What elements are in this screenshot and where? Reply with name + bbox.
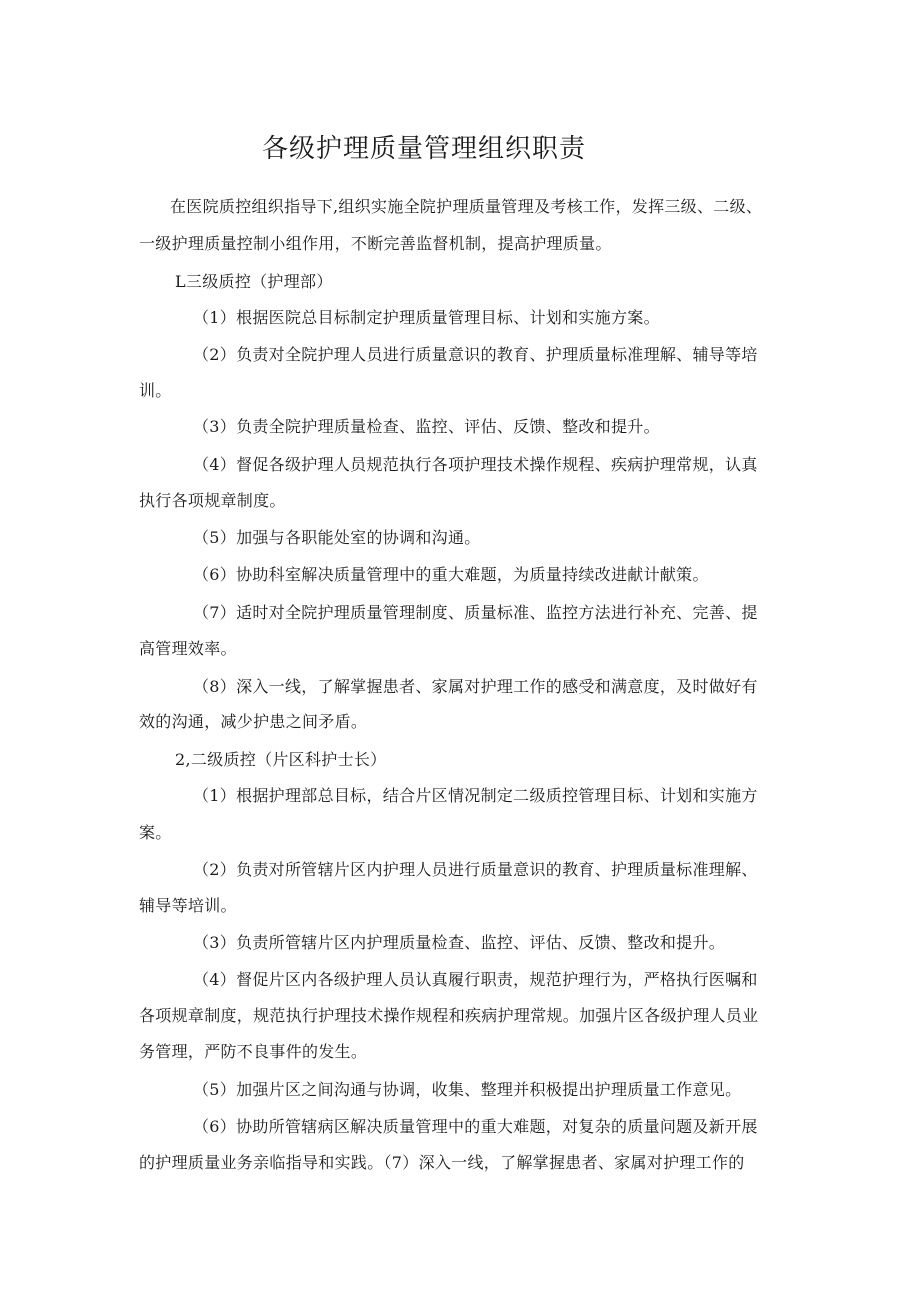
section-1-item-5: （5）加强与各职能处室的协调和沟通。 bbox=[193, 528, 481, 547]
section-1-item-4-line-1: （4）督促各级护理人员规范执行各项护理技术操作规程、疾病护理常规，认真 bbox=[193, 455, 758, 474]
section-1-item-3: （3）负责全院护理质量检查、监控、评估、反馈、整改和提升。 bbox=[193, 417, 660, 436]
section-1-item-6: （6）协助科室解决质量管理中的重大难题，为质量持续改进献计献策。 bbox=[193, 565, 709, 584]
section-2-item-4-line-3: 务管理，严防不良事件的发生。 bbox=[139, 1042, 368, 1061]
section-2-item-3: （3）负责所管辖片区内护理质量检查、监控、评估、反馈、整改和提升。 bbox=[193, 933, 726, 952]
section-1-item-1: （1）根据医院总目标制定护理质量管理目标、计划和实施方案。 bbox=[193, 308, 660, 327]
section-1-item-7-line-2: 高管理效率。 bbox=[139, 639, 237, 658]
intro-line-1: 在医院质控组织指导下,组织实施全院护理质量管理及考核工作，发挥三级、二级、 bbox=[170, 197, 763, 216]
section-2-item-6-line-1: （6）协助所管辖病区解决质量管理中的重大难题，对复杂的质量问题及新开展 bbox=[193, 1117, 758, 1136]
section-1-heading: L三级质控（护理部） bbox=[175, 272, 333, 291]
section-2-item-6-line-2: 的护理质量业务亲临指导和实践。（7）深入一线，了解掌握患者、家属对护理工作的 bbox=[139, 1153, 745, 1172]
section-2-item-1-line-1: （1）根据护理部总目标，结合片区情况制定二级质控管理目标、计划和实施方 bbox=[193, 786, 758, 805]
section-2-item-2-line-1: （2）负责对所管辖片区内护理人员进行质量意识的教育、护理质量标准理解、 bbox=[193, 860, 758, 879]
section-2-item-1-line-2: 案。 bbox=[139, 823, 172, 842]
intro-line-2: 一级护理质量控制小组作用，不断完善监督机制，提高护理质量。 bbox=[139, 234, 612, 253]
section-2-item-4-line-2: 各项规章制度，规范执行护理技术操作规程和疾病护理常规。加强片区各级护理人员业 bbox=[139, 1006, 759, 1025]
section-2-item-5: （5）加强片区之间沟通与协调，收集、整理并积极提出护理质量工作意见。 bbox=[193, 1080, 742, 1099]
section-1-item-2-line-1: （2）负责对全院护理人员进行质量意识的教育、护理质量标准理解、辅导等培 bbox=[193, 345, 758, 364]
section-1-item-8-line-1: （8）深入一线，了解掌握患者、家属对护理工作的感受和满意度，及时做好有 bbox=[193, 677, 758, 696]
section-1-item-7-line-1: （7）适时对全院护理质量管理制度、质量标准、监控方法进行补充、完善、提 bbox=[193, 603, 758, 622]
section-1-item-4-line-2: 执行各项规章制度。 bbox=[139, 491, 286, 510]
section-1-item-8-line-2: 效的沟通，减少护患之间矛盾。 bbox=[139, 712, 368, 731]
document-title: 各级护理质量管理组织职责 bbox=[262, 134, 587, 164]
section-2-heading: 2,二级质控（片区科护士长） bbox=[175, 750, 387, 769]
section-2-item-4-line-1: （4）督促片区内各级护理人员认真履行职责，规范护理行为，严格执行医嘱和 bbox=[193, 970, 758, 989]
section-1-item-2-line-2: 训。 bbox=[139, 381, 172, 400]
section-2-item-2-line-2: 辅导等培训。 bbox=[139, 896, 237, 915]
